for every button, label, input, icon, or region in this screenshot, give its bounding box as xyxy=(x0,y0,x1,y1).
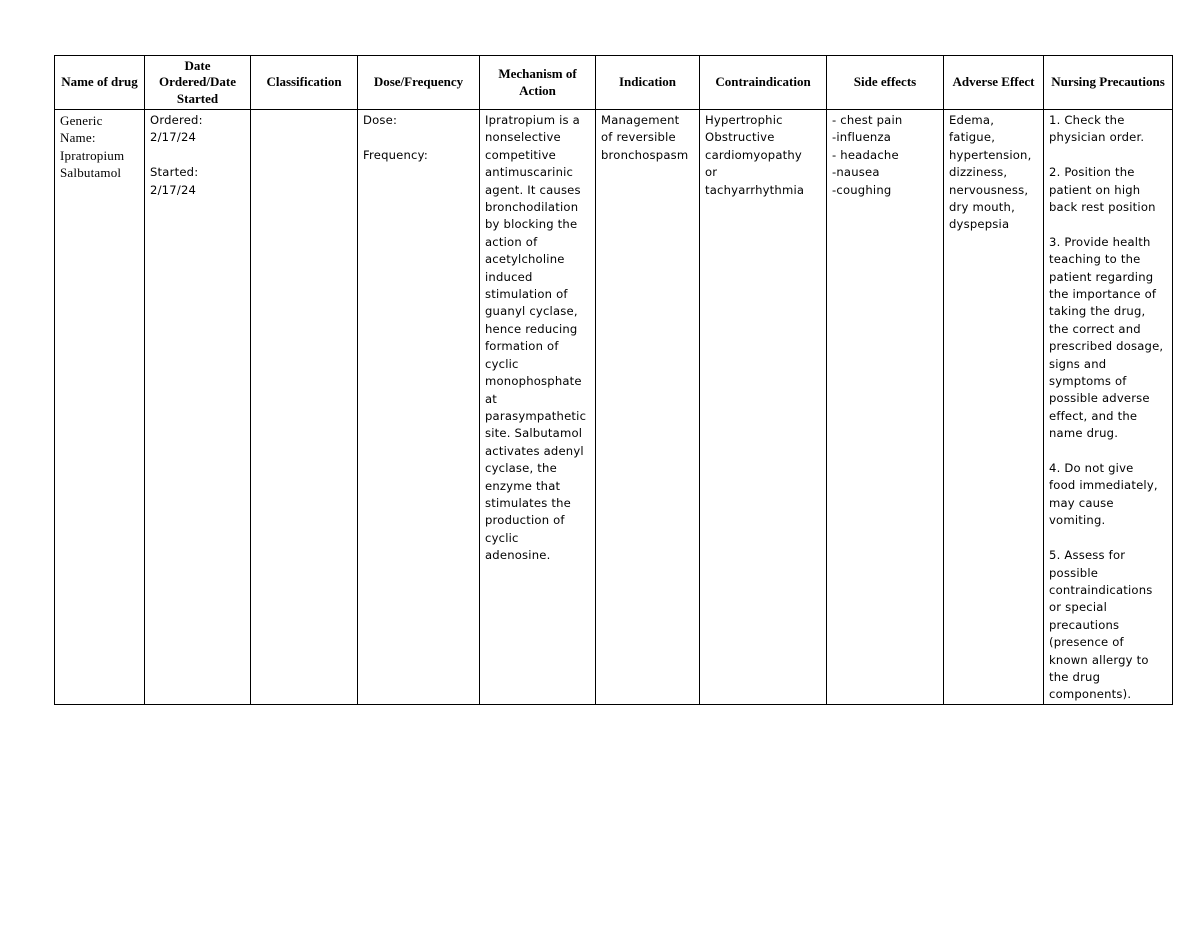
header-dose-frequency: Dose/Frequency xyxy=(358,56,480,110)
nursing-item-2 xyxy=(1049,164,1167,216)
header-row xyxy=(55,56,1173,110)
text-line: 5. Assess for xyxy=(1049,548,1126,563)
cell-mechanism xyxy=(480,110,596,705)
text-line: -nausea xyxy=(832,165,880,180)
dose-label: Dose: xyxy=(363,113,398,127)
text-line: hence reducing xyxy=(485,321,578,336)
nursing-item-3 xyxy=(1049,234,1167,443)
text-line: Management xyxy=(601,113,680,127)
header-adverse-effect: Adverse Effect xyxy=(944,56,1044,110)
header-contraindication: Contraindication xyxy=(700,56,827,110)
table-row xyxy=(55,110,1173,705)
text-line: (presence of xyxy=(1049,635,1124,650)
drug-study-table xyxy=(54,55,1173,705)
text-line: food immediately, xyxy=(1049,478,1158,493)
text-line: hypertension, xyxy=(949,147,1032,162)
text-line: competitive xyxy=(485,147,556,162)
text-line: nervousness, xyxy=(949,182,1029,197)
started-value: 2/17/24 xyxy=(150,182,197,197)
text-line: the drug xyxy=(1049,669,1101,684)
text-line: cardiomyopathy xyxy=(705,147,802,162)
cell-adverse-effect xyxy=(944,110,1044,705)
text-line: - headache xyxy=(832,147,899,162)
cell-dose-frequency xyxy=(358,110,480,705)
text-line: bronchodilation xyxy=(485,200,579,215)
nursing-item-1 xyxy=(1049,112,1167,147)
cell-drug-name xyxy=(55,110,145,705)
text-line: -influenza xyxy=(832,130,892,145)
text-line: Ipratropium is a xyxy=(485,113,580,127)
text-line: signs and xyxy=(1049,356,1107,371)
text-line: nonselective xyxy=(485,130,561,145)
cell-classification xyxy=(251,110,358,705)
text-line: -coughing xyxy=(832,182,892,197)
text-line: fatigue, xyxy=(949,130,996,145)
text-line: acetylcholine xyxy=(485,252,565,267)
text-line: at xyxy=(485,391,498,406)
text-line: monophosphate xyxy=(485,374,582,389)
text-line: the importance of xyxy=(1049,287,1157,302)
text-line: formation of xyxy=(485,339,559,354)
text-line: symptoms of xyxy=(1049,374,1127,389)
text-line: activates adenyl xyxy=(485,443,584,458)
text-line: parasympathetic xyxy=(485,408,587,423)
started-label: Started: xyxy=(150,165,199,180)
text-line: tachyarrhythmia xyxy=(705,182,805,197)
cell-indication xyxy=(596,110,700,705)
text-line: patient regarding xyxy=(1049,269,1154,284)
text-line: physician order. xyxy=(1049,130,1145,145)
text-line: back rest position xyxy=(1049,200,1156,215)
cell-date xyxy=(145,110,251,705)
drug-name-2: Salbutamol xyxy=(60,165,122,181)
text-line: dry mouth, xyxy=(949,200,1015,215)
frequency-label: Frequency: xyxy=(363,147,428,162)
text-line: dizziness, xyxy=(949,165,1008,180)
text-line: prescribed dosage, xyxy=(1049,339,1164,354)
header-date: Date Ordered/Date Started xyxy=(145,56,251,110)
text-line: adenosine. xyxy=(485,548,551,563)
text-line: stimulation of xyxy=(485,287,568,302)
text-line: cyclase, the xyxy=(485,461,557,476)
generic-label: Generic xyxy=(60,113,103,128)
ordered-value: 2/17/24 xyxy=(150,130,197,145)
text-line: the correct and xyxy=(1049,321,1141,336)
text-line: 2. Position the xyxy=(1049,165,1135,180)
text-line: Hypertrophic xyxy=(705,113,783,127)
ordered-label: Ordered: xyxy=(150,113,203,127)
drug-name-1: Ipratropium xyxy=(60,147,125,163)
text-line: stimulates the xyxy=(485,495,572,510)
text-line: teaching to the xyxy=(1049,252,1141,267)
text-line: site. Salbutamol xyxy=(485,426,583,441)
name-label: Name: xyxy=(60,130,96,146)
text-line: 4. Do not give xyxy=(1049,461,1134,476)
text-line: known allergy to xyxy=(1049,652,1149,667)
header-side-effects: Side effects xyxy=(827,56,944,110)
text-line: patient on high xyxy=(1049,182,1141,197)
text-line: taking the drug, xyxy=(1049,304,1146,319)
text-line: effect, and the xyxy=(1049,408,1138,423)
header-indication: Indication xyxy=(596,56,700,110)
nursing-item-5 xyxy=(1049,547,1167,704)
header-name-of-drug: Name of drug xyxy=(55,56,145,110)
text-line: or special xyxy=(1049,600,1107,615)
text-line: cyclic xyxy=(485,356,519,371)
text-line: possible adverse xyxy=(1049,391,1150,406)
text-line: precautions xyxy=(1049,617,1120,632)
text-line: name drug. xyxy=(1049,426,1119,441)
text-line: 1. Check the xyxy=(1049,113,1125,127)
header-mechanism: Mechanism of Action xyxy=(480,56,596,110)
header-nursing-precautions: Nursing Precautions xyxy=(1044,56,1173,110)
cell-side-effects xyxy=(827,110,944,705)
text-line: induced xyxy=(485,269,533,284)
nursing-item-4 xyxy=(1049,460,1167,530)
text-line: Edema, xyxy=(949,113,995,127)
text-line: components). xyxy=(1049,687,1132,702)
header-classification: Classification xyxy=(251,56,358,110)
text-line: antimuscarinic xyxy=(485,165,574,180)
text-line: contraindications xyxy=(1049,582,1153,597)
text-line: action of xyxy=(485,234,538,249)
text-line: of reversible xyxy=(601,130,676,145)
cell-nursing-precautions xyxy=(1044,110,1173,705)
text-line: 3. Provide health xyxy=(1049,234,1151,249)
cell-contraindication xyxy=(700,110,827,705)
text-line: guanyl cyclase, xyxy=(485,304,578,319)
text-line: enzyme that xyxy=(485,478,561,493)
text-line: Obstructive xyxy=(705,130,775,145)
text-line: possible xyxy=(1049,565,1099,580)
text-line: production of xyxy=(485,513,565,528)
text-line: may cause xyxy=(1049,495,1114,510)
text-line: agent. It causes xyxy=(485,182,581,197)
text-line: or xyxy=(705,165,718,180)
text-line: - chest pain xyxy=(832,113,903,127)
text-line: bronchospasm xyxy=(601,147,689,162)
text-line: by blocking the xyxy=(485,217,578,232)
text-line: vomiting. xyxy=(1049,513,1106,528)
text-line: dyspepsia xyxy=(949,217,1010,232)
text-line: cyclic xyxy=(485,530,519,545)
